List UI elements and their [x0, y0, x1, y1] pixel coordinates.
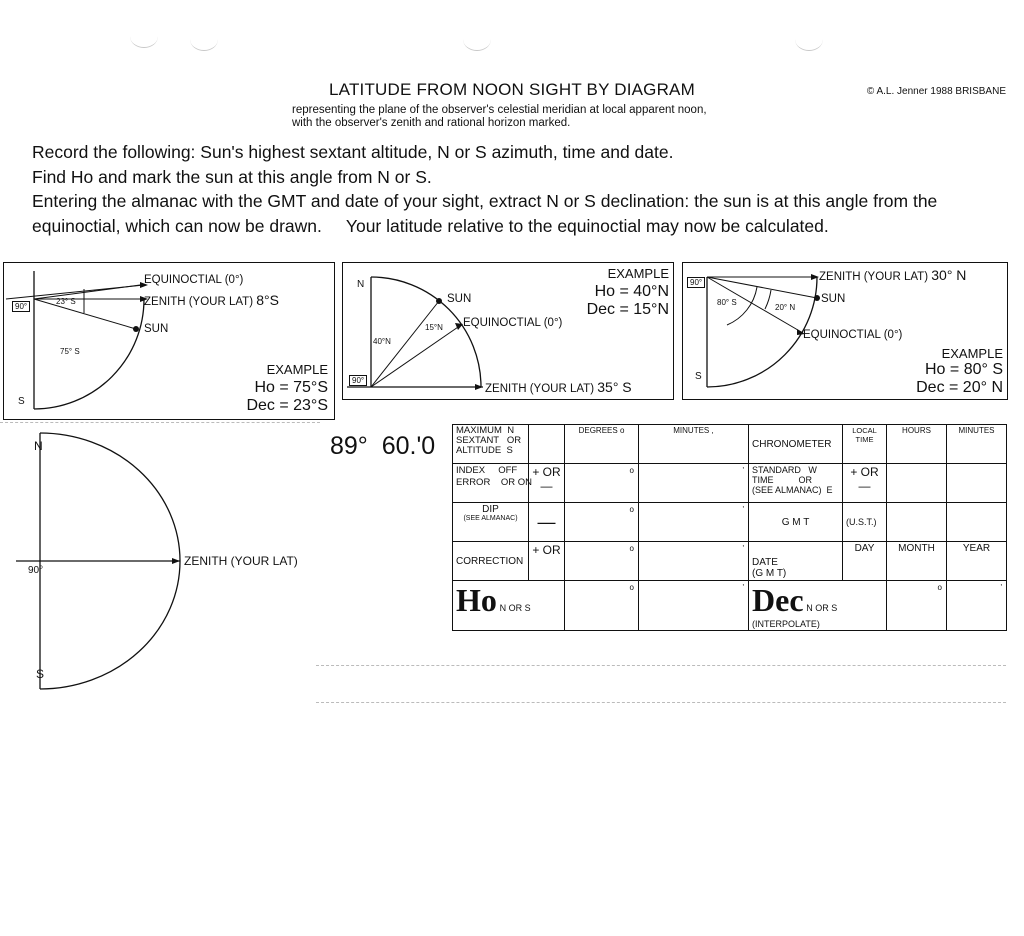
diagram-3-example-ho: Ho = 80° S	[925, 361, 1003, 378]
gmt-minutes[interactable]	[947, 503, 1007, 542]
calculation-form	[452, 424, 1007, 631]
example-diagram-2	[342, 262, 674, 400]
date-month[interactable]	[887, 542, 947, 581]
gmt-label: G M T	[749, 503, 843, 542]
diagram-1-sun: SUN	[144, 323, 169, 335]
dec-minutes[interactable]	[947, 581, 1007, 631]
diagram-2-angle-a: 40°N	[373, 337, 391, 346]
gmt-hours[interactable]	[887, 503, 947, 542]
day-header: DAY	[854, 543, 875, 554]
binder-hole-4	[795, 28, 823, 51]
dip-degrees[interactable]	[565, 503, 639, 542]
example-diagram-3	[682, 262, 1008, 400]
diagram-3-sun: SUN	[821, 293, 846, 305]
diagram-3-angle-a: 80° S	[717, 298, 737, 307]
dip-note: (SEE ALMANAC)	[463, 515, 518, 522]
standard-time-sign: + OR —	[843, 464, 887, 503]
blank-diagram-label-90: 90°	[28, 565, 44, 576]
dip-title: DIP	[482, 504, 499, 515]
diagram-2-angle-b: 15°N	[425, 323, 443, 332]
subtitle-line-2: with the observer's zenith and rational horizon marked.	[292, 117, 571, 129]
diagram-1-label-90: 90°	[12, 301, 30, 312]
diagram-2-label-n: N	[357, 279, 365, 290]
diagram-1-example-ho: Ho = 75°S	[254, 379, 328, 396]
standard-time-minutes[interactable]	[947, 464, 1007, 503]
date-year[interactable]	[947, 542, 1007, 581]
chronometer-hours[interactable]	[887, 425, 947, 464]
minute-mark: '	[742, 466, 744, 475]
diagram-1-example-title: EXAMPLE	[266, 362, 328, 377]
diagram-3-label-90: 90°	[687, 277, 705, 288]
guide-line-1	[316, 665, 1006, 666]
dec-label	[749, 581, 887, 631]
max-altitude-sign	[529, 425, 565, 464]
blank-diagram-label-s: S	[36, 667, 45, 681]
instruction-line-1: Record the following: Sun's highest sextant altitude, N or S azimuth, time and date.	[32, 142, 674, 162]
diagram-3-example-values	[916, 361, 1003, 397]
minute-mark: '	[1000, 583, 1002, 592]
index-error-label: INDEX OFF ERROR OR ON	[453, 464, 529, 503]
diagram-3-zenith-label: ZENITH (YOUR LAT)	[819, 271, 929, 283]
diagram-3-zenith-value: 30° N	[931, 267, 967, 283]
correction-sign: + OR	[529, 542, 565, 581]
diagram-1-zenith-value: 8°S	[256, 292, 279, 308]
binder-hole-3	[463, 28, 491, 51]
correction-minutes[interactable]	[639, 542, 749, 581]
local-time-label: LOCAL TIME	[843, 425, 887, 464]
ho-minutes[interactable]	[639, 581, 749, 631]
date-label: DATE (G M T)	[749, 542, 843, 581]
degree-mark: o	[629, 544, 634, 553]
index-error-degrees[interactable]	[565, 464, 639, 503]
degree-mark: o	[937, 583, 942, 592]
diagram-2-zenith-label: ZENITH (YOUR LAT)	[485, 383, 595, 395]
month-header: MONTH	[898, 543, 935, 554]
correction-degrees[interactable]	[565, 542, 639, 581]
subtitle-line-1: representing the plane of the observer's celestial meridian at local apparent noon,	[292, 104, 707, 116]
diagram-3-equinoctial: EQUINOCTIAL (0°)	[803, 329, 903, 341]
chronometer-minutes[interactable]	[947, 425, 1007, 464]
ho-degrees[interactable]	[565, 581, 639, 631]
diagram-2-example-dec: Dec = 15°N	[586, 301, 669, 318]
diagram-1-zenith-label: ZENITH (YOUR LAT)	[144, 296, 254, 308]
chronometer-label: CHRONOMETER	[749, 425, 843, 464]
dip-minutes[interactable]	[639, 503, 749, 542]
example-diagram-1	[3, 262, 335, 420]
ust-label: (U.S.T.)	[843, 503, 887, 542]
correction-label: CORRECTION	[453, 542, 529, 581]
ho-title: Ho	[456, 582, 497, 618]
minutes-header: MINUTES ,	[673, 426, 714, 435]
diagram-2-zenith	[485, 379, 632, 395]
minute-mark: '	[742, 505, 744, 514]
minute-mark: '	[742, 583, 744, 592]
subtitle	[292, 104, 707, 130]
minutes-header-2: MINUTES	[958, 426, 995, 435]
dec-title: Dec	[752, 582, 804, 618]
degree-mark: o	[629, 466, 634, 475]
sextant-reading: 89° 60.'0	[330, 432, 436, 460]
diagram-3-example-title: EXAMPLE	[941, 346, 1003, 361]
binder-hole-2	[190, 28, 218, 51]
diagram-2-equinoctial: EQUINOCTIAL (0°)	[463, 317, 563, 329]
diagram-1-example-dec: Dec = 23°S	[246, 397, 328, 414]
binder-hole-1	[130, 25, 158, 48]
dip-sign: —	[529, 503, 565, 542]
index-error-minutes[interactable]	[639, 464, 749, 503]
ho-label	[453, 581, 565, 631]
year-header: YEAR	[962, 543, 991, 554]
instructions	[32, 140, 937, 238]
dec-interpolate: (INTERPOLATE)	[752, 619, 820, 629]
diagram-2-zenith-value: 35° S	[597, 379, 632, 395]
dec-n-or-s: N OR S	[806, 603, 838, 613]
copyright: © A.L. Jenner 1988 BRISBANE	[866, 86, 1006, 97]
page-title: LATITUDE FROM NOON SIGHT BY DIAGRAM	[329, 80, 695, 99]
instruction-line-4: equinoctial, which can now be drawn. Your latitude relative to the equinoctial may now be calculated.	[32, 215, 829, 236]
blank-diagram-zenith: ZENITH (YOUR LAT)	[184, 554, 298, 568]
diagram-1-zenith	[144, 292, 279, 308]
minute-mark: '	[742, 544, 744, 553]
degree-mark: o	[629, 505, 634, 514]
max-altitude-minutes[interactable]	[639, 425, 749, 464]
diagram-3-example-dec: Dec = 20° N	[916, 379, 1003, 396]
guide-line-2	[316, 702, 1006, 703]
diagram-2-example-title: EXAMPLE	[607, 266, 669, 281]
diagram-3-angle-b: 20° N	[775, 303, 796, 312]
diagram-1-angle-b: 75° S	[60, 347, 80, 356]
diagram-2-example-ho: Ho = 40°N	[594, 283, 669, 300]
instruction-line-2: Find Ho and mark the sun at this angle from N or S.	[32, 166, 432, 187]
max-altitude-degrees[interactable]	[565, 425, 639, 464]
diagram-1-example	[246, 361, 328, 415]
diagram-2-example	[587, 265, 669, 319]
standard-time-hours[interactable]	[887, 464, 947, 503]
instruction-line-3: Entering the almanac with the GMT and date of your sight, extract N or S declination: the sun is at this angle from the	[32, 191, 938, 211]
diagram-2-label-90: 90°	[349, 375, 367, 386]
blank-diagram-label-n: N	[34, 439, 43, 453]
max-altitude-label: MAXIMUM N SEXTANT OR ALTITUDE S	[453, 425, 529, 464]
date-day[interactable]	[843, 542, 887, 581]
dip-label	[453, 503, 529, 542]
standard-time-label: STANDARD W TIME OR (SEE ALMANAC) E	[749, 464, 843, 503]
diagram-1-label-s: S	[18, 396, 25, 407]
diagram-2-sun: SUN	[447, 293, 472, 305]
diagram-3-label-s: S	[695, 371, 702, 382]
index-error-sign: + OR —	[529, 464, 565, 503]
degree-mark: o	[629, 583, 634, 592]
hours-header: HOURS	[902, 426, 931, 435]
degrees-header: DEGREES o	[578, 426, 625, 435]
diagram-1-angle-a: 23° S	[56, 297, 76, 306]
blank-diagram	[0, 422, 320, 695]
diagram-1-equinoctial: EQUINOCTIAL (0°)	[144, 274, 244, 286]
ho-n-or-s: N OR S	[499, 603, 531, 613]
dec-degrees[interactable]	[887, 581, 947, 631]
diagram-3-zenith	[819, 267, 966, 283]
